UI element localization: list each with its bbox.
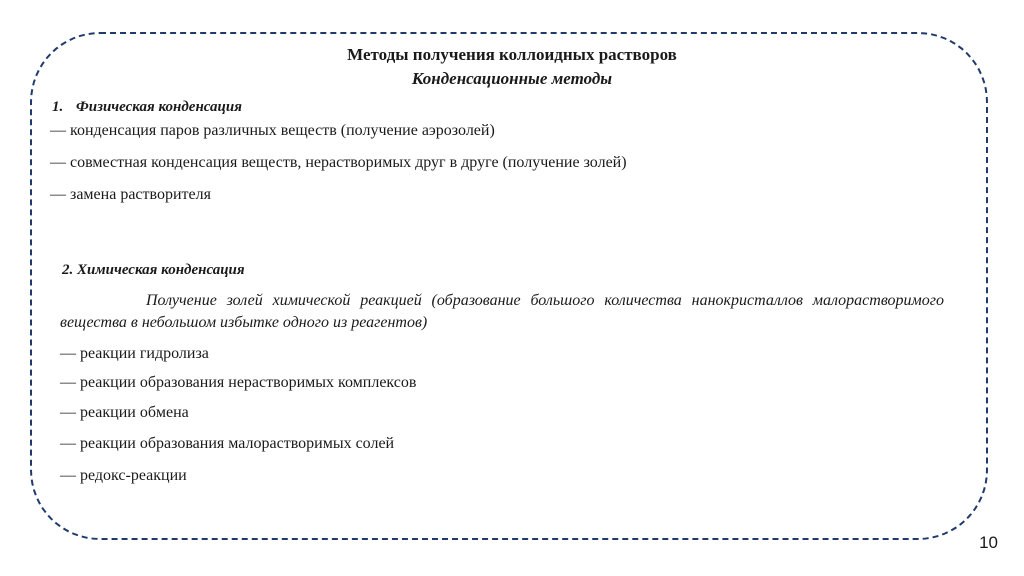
page-number: 10 [979,533,998,552]
section1-item-1: — конденсация паров различных веществ (получение аэрозолей) [50,122,495,139]
section2-item-2: — реакции образования нерастворимых комплексов [60,374,417,391]
slide-title: Методы получения коллоидных растворов [347,45,677,64]
section2-item-3: — реакции обмена [60,404,189,421]
section1-heading-text: Физическая конденсация [76,99,242,115]
section2-paragraph: Получение золей химической реакцией (образование большого количества нанокристаллов малорастворимого вещества в небольшом избытке одного из реагентов) [60,292,944,331]
section1-item-2: — совместная конденсация веществ, нерастворимых друг в друге (получение золей) [50,154,627,171]
section1-heading [52,99,242,116]
section2-heading: 2. Химическая конденсация [62,262,245,278]
section2-item-1: — реакции гидролиза [60,345,209,362]
section2-item-5: — редокс-реакции [60,467,187,484]
section2-item-4: — реакции образования малорастворимых солей [60,435,395,452]
slide-subtitle: Конденсационные методы [411,69,613,88]
section1-item-3: — замена растворителя [50,186,211,203]
section1-number: 1. [52,99,64,115]
